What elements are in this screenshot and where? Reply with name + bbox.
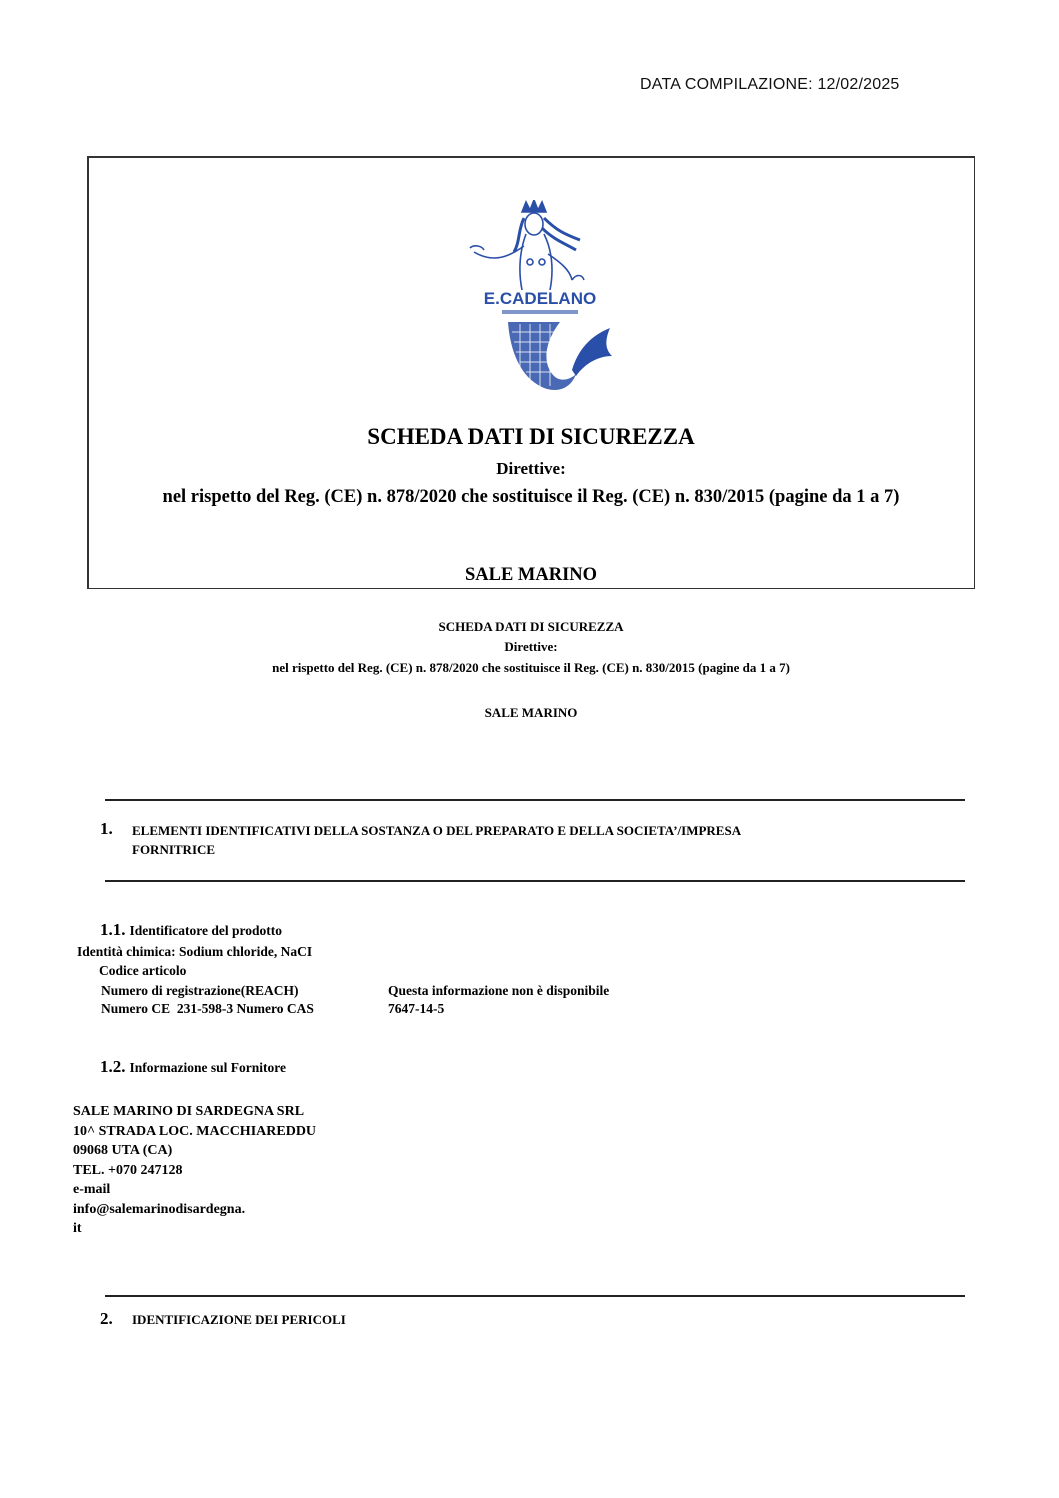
subsection-1-1-number: 1.1. <box>100 920 126 939</box>
supplier-line: TEL. +070 247128 <box>73 1162 183 1178</box>
compilation-date: DATA COMPILAZIONE: 12/02/2025 <box>640 76 900 93</box>
cover-product: SALE MARINO <box>464 565 598 585</box>
subsection-1-2-number: 1.2. <box>100 1057 126 1076</box>
supplier-line: e-mail <box>73 1182 111 1197</box>
section-1-title <box>132 821 741 859</box>
section-1-title-line2: FORNITRICE <box>132 842 216 857</box>
subheader-directive-label: Direttive: <box>504 639 558 654</box>
article-code-label: Codice articolo <box>99 963 187 978</box>
subheader-product: SALE MARINO <box>484 705 578 720</box>
subsection-1-1-heading <box>100 920 282 940</box>
cover-title: SCHEDA DATI DI SICUREZZA <box>367 424 695 449</box>
supplier-line: 10^ STRADA LOC. MACCHIAREDDU <box>73 1123 317 1139</box>
section-2-number: 2. <box>100 1309 113 1328</box>
chemical-identity: Identità chimica: Sodium chloride, NaCI <box>77 944 313 959</box>
subheader-regulation: nel rispetto del Reg. (CE) n. 878/2020 che sostituisce il Reg. (CE) n. 830/2015 (pagine da 1 a 7) <box>272 660 790 675</box>
cover-directive-label: Direttive: <box>496 459 566 478</box>
section-1-title-line1: ELEMENTI IDENTIFICATIVI DELLA SOSTANZA O DEL PREPARATO E DELLA SOCIETA’/IMPRESA <box>132 823 742 838</box>
supplier-email[interactable]: info@salemarinodisardegna. <box>73 1201 246 1217</box>
section-1-number: 1. <box>100 819 113 838</box>
subheader-title: SCHEDA DATI DI SICUREZZA <box>438 619 624 634</box>
ce-cas-label: Numero CE 231-598-3 Numero CAS <box>101 1001 314 1016</box>
reach-label: Numero di registrazione(REACH) <box>101 983 299 998</box>
cas-value: 7647-14-5 <box>388 1001 445 1016</box>
supplier-info <box>73 1102 316 1239</box>
divider <box>105 799 965 801</box>
logo-brand-text: E.CADELANO <box>483 289 597 308</box>
supplier-line: 09068 UTA (CA) <box>73 1143 173 1158</box>
subsection-1-2-title: Informazione sul Fornitore <box>129 1060 286 1075</box>
divider <box>105 1295 965 1297</box>
divider <box>105 880 965 882</box>
subsection-1-2-heading <box>100 1057 286 1077</box>
subsection-1-1-title: Identificatore del prodotto <box>129 923 282 938</box>
supplier-email-suffix[interactable]: it <box>73 1221 82 1236</box>
section-2-title: IDENTIFICAZIONE DEI PERICOLI <box>132 1312 346 1327</box>
cover-regulation: nel rispetto del Reg. (CE) n. 878/2020 che sostituisce il Reg. (CE) n. 830/2015 (pagine da 1 a 7) <box>162 487 900 507</box>
mermaid-logo-icon <box>460 200 620 410</box>
supplier-line: SALE MARINO DI SARDEGNA SRL <box>73 1104 305 1119</box>
reach-value: Questa informazione non è disponibile <box>388 983 610 998</box>
